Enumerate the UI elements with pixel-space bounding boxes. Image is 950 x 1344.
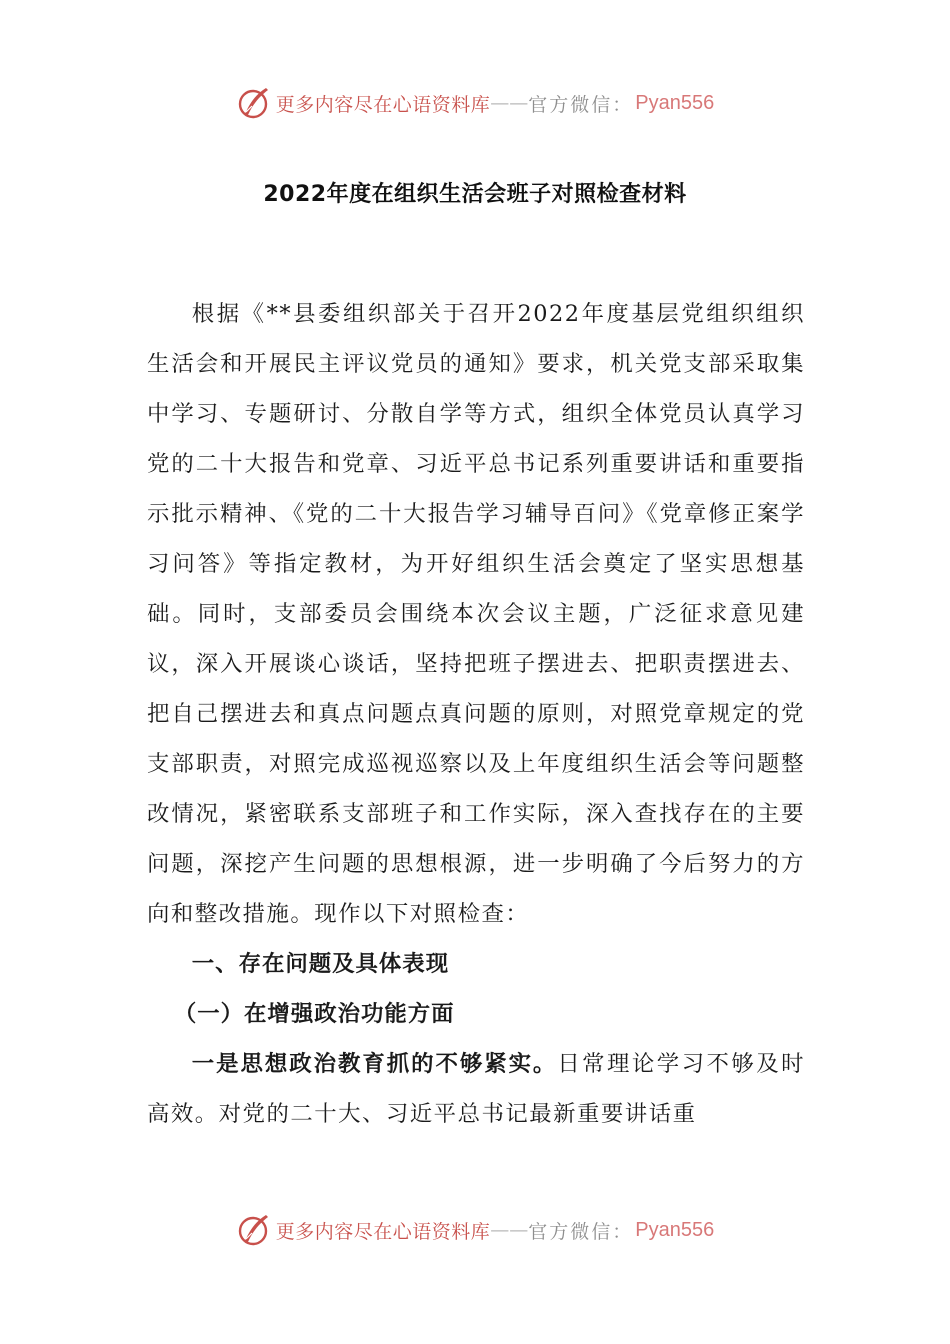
point-paragraph-1: [147, 1039, 805, 1139]
section-heading-1: 一、存在问题及具体表现: [191, 951, 450, 977]
watermark-separator: ——: [490, 1219, 529, 1241]
watermark-banner-bottom: [0, 1210, 950, 1250]
document-body: [147, 289, 805, 1139]
point-text-1: 日常理论学习不够及时高效。对党的二十大、习近平总书记最新重要讲话重: [147, 1051, 806, 1127]
watermark-main-text: 更多内容尽在心语资料库: [275, 1220, 491, 1243]
watermark-wechat-id: Pyan556: [635, 91, 715, 114]
watermark-wechat-id: Pyan556: [635, 1218, 715, 1241]
quill-logo-icon: [236, 1212, 272, 1248]
watermark-separator: ——: [490, 92, 529, 114]
intro-paragraph: 根据《**县委组织部关于召开2022年度基层党组织组织生活会和开展民主评议党员的通知》要求，机关党支部采取集中学习、专题研讨、分散自学等方式，组织全体党员认真学习党的二十大报告和党章、习近平总书记系列重要讲话和重要指示批示精神、《党的二十大报告学习辅导百问》《党章修正案学习问答》等指定教材，为开好组织生活会奠定了坚实思想基础。同时，支部委员会围绕本次会议主题，广泛征求意见建议，深入开展谈心谈话，坚持把班子摆进去、把职责摆进去、把自己摆进去和真点问题点真问题的原则，对照党章规定的党支部职责，对照完成巡视巡察以及上年度组织生活会等问题整改情况，紧密联系支部班子和工作实际，深入查找存在的主要问题，深挖产生问题的思想根源，进一步明确了今后努力的方向和整改措施。现作以下对照检查：: [147, 301, 805, 927]
watermark-banner-top: [0, 83, 950, 123]
point-lead-1: 一是思想政治教育抓的不够紧实。: [191, 1051, 558, 1077]
watermark-main-text: 更多内容尽在心语资料库: [275, 93, 491, 116]
subsection-heading-1: （一）在增强政治功能方面: [173, 1001, 455, 1027]
quill-logo-icon: [236, 85, 272, 121]
watermark-wechat-label: 官方微信：: [528, 1220, 634, 1243]
document-title: 2022年度在组织生活会班子对照检查材料: [263, 182, 687, 207]
watermark-wechat-label: 官方微信：: [528, 93, 634, 116]
